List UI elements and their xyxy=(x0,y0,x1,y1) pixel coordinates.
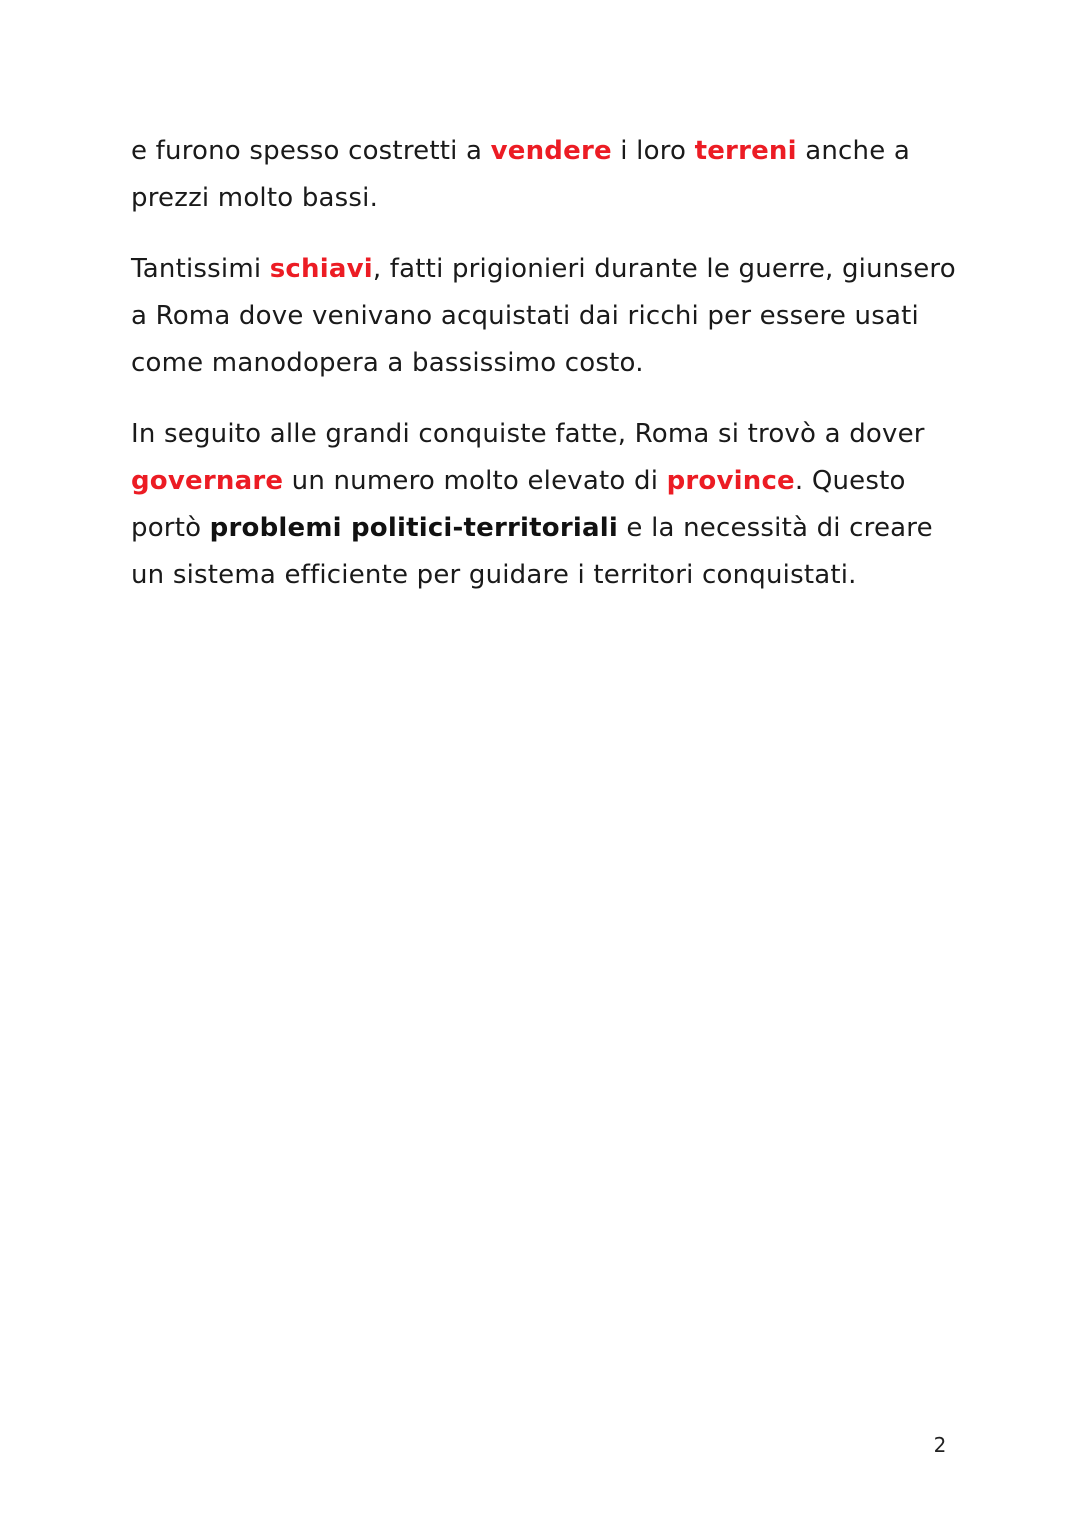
keyword-problemi-politici-territoriali: problemi politici-territoriali xyxy=(209,513,618,543)
document-body xyxy=(131,128,961,599)
keyword-vendere: vendere xyxy=(490,136,612,166)
paragraph-3 xyxy=(131,411,961,599)
text-segment: un numero molto elevato di xyxy=(283,466,667,496)
text-segment: anche a prezzi molto bassi. xyxy=(131,136,911,213)
text-segment: i loro xyxy=(611,136,695,166)
text-segment: Tantissimi xyxy=(131,254,270,284)
keyword-terreni: terreni xyxy=(694,136,797,166)
keyword-governare: governare xyxy=(131,466,284,496)
keyword-province: province xyxy=(666,466,795,496)
paragraph-1 xyxy=(131,128,961,222)
paragraph-2 xyxy=(131,246,961,387)
text-segment: . Questo portò xyxy=(131,466,906,543)
text-segment: , fatti prigionieri durante le guerre, giunsero a Roma dove venivano acquistati dai ricchi per essere usati come manodopera a bassissimo costo. xyxy=(131,254,956,378)
text-segment: e la necessità di creare un sistema efficiente per guidare i territori conquistati. xyxy=(131,513,933,590)
text-segment: e furono spesso costretti a xyxy=(131,136,491,166)
page-number: 2 xyxy=(933,1433,947,1457)
text-segment: In seguito alle grandi conquiste fatte, Roma si trovò a dover xyxy=(131,419,925,449)
keyword-schiavi: schiavi xyxy=(269,254,373,284)
